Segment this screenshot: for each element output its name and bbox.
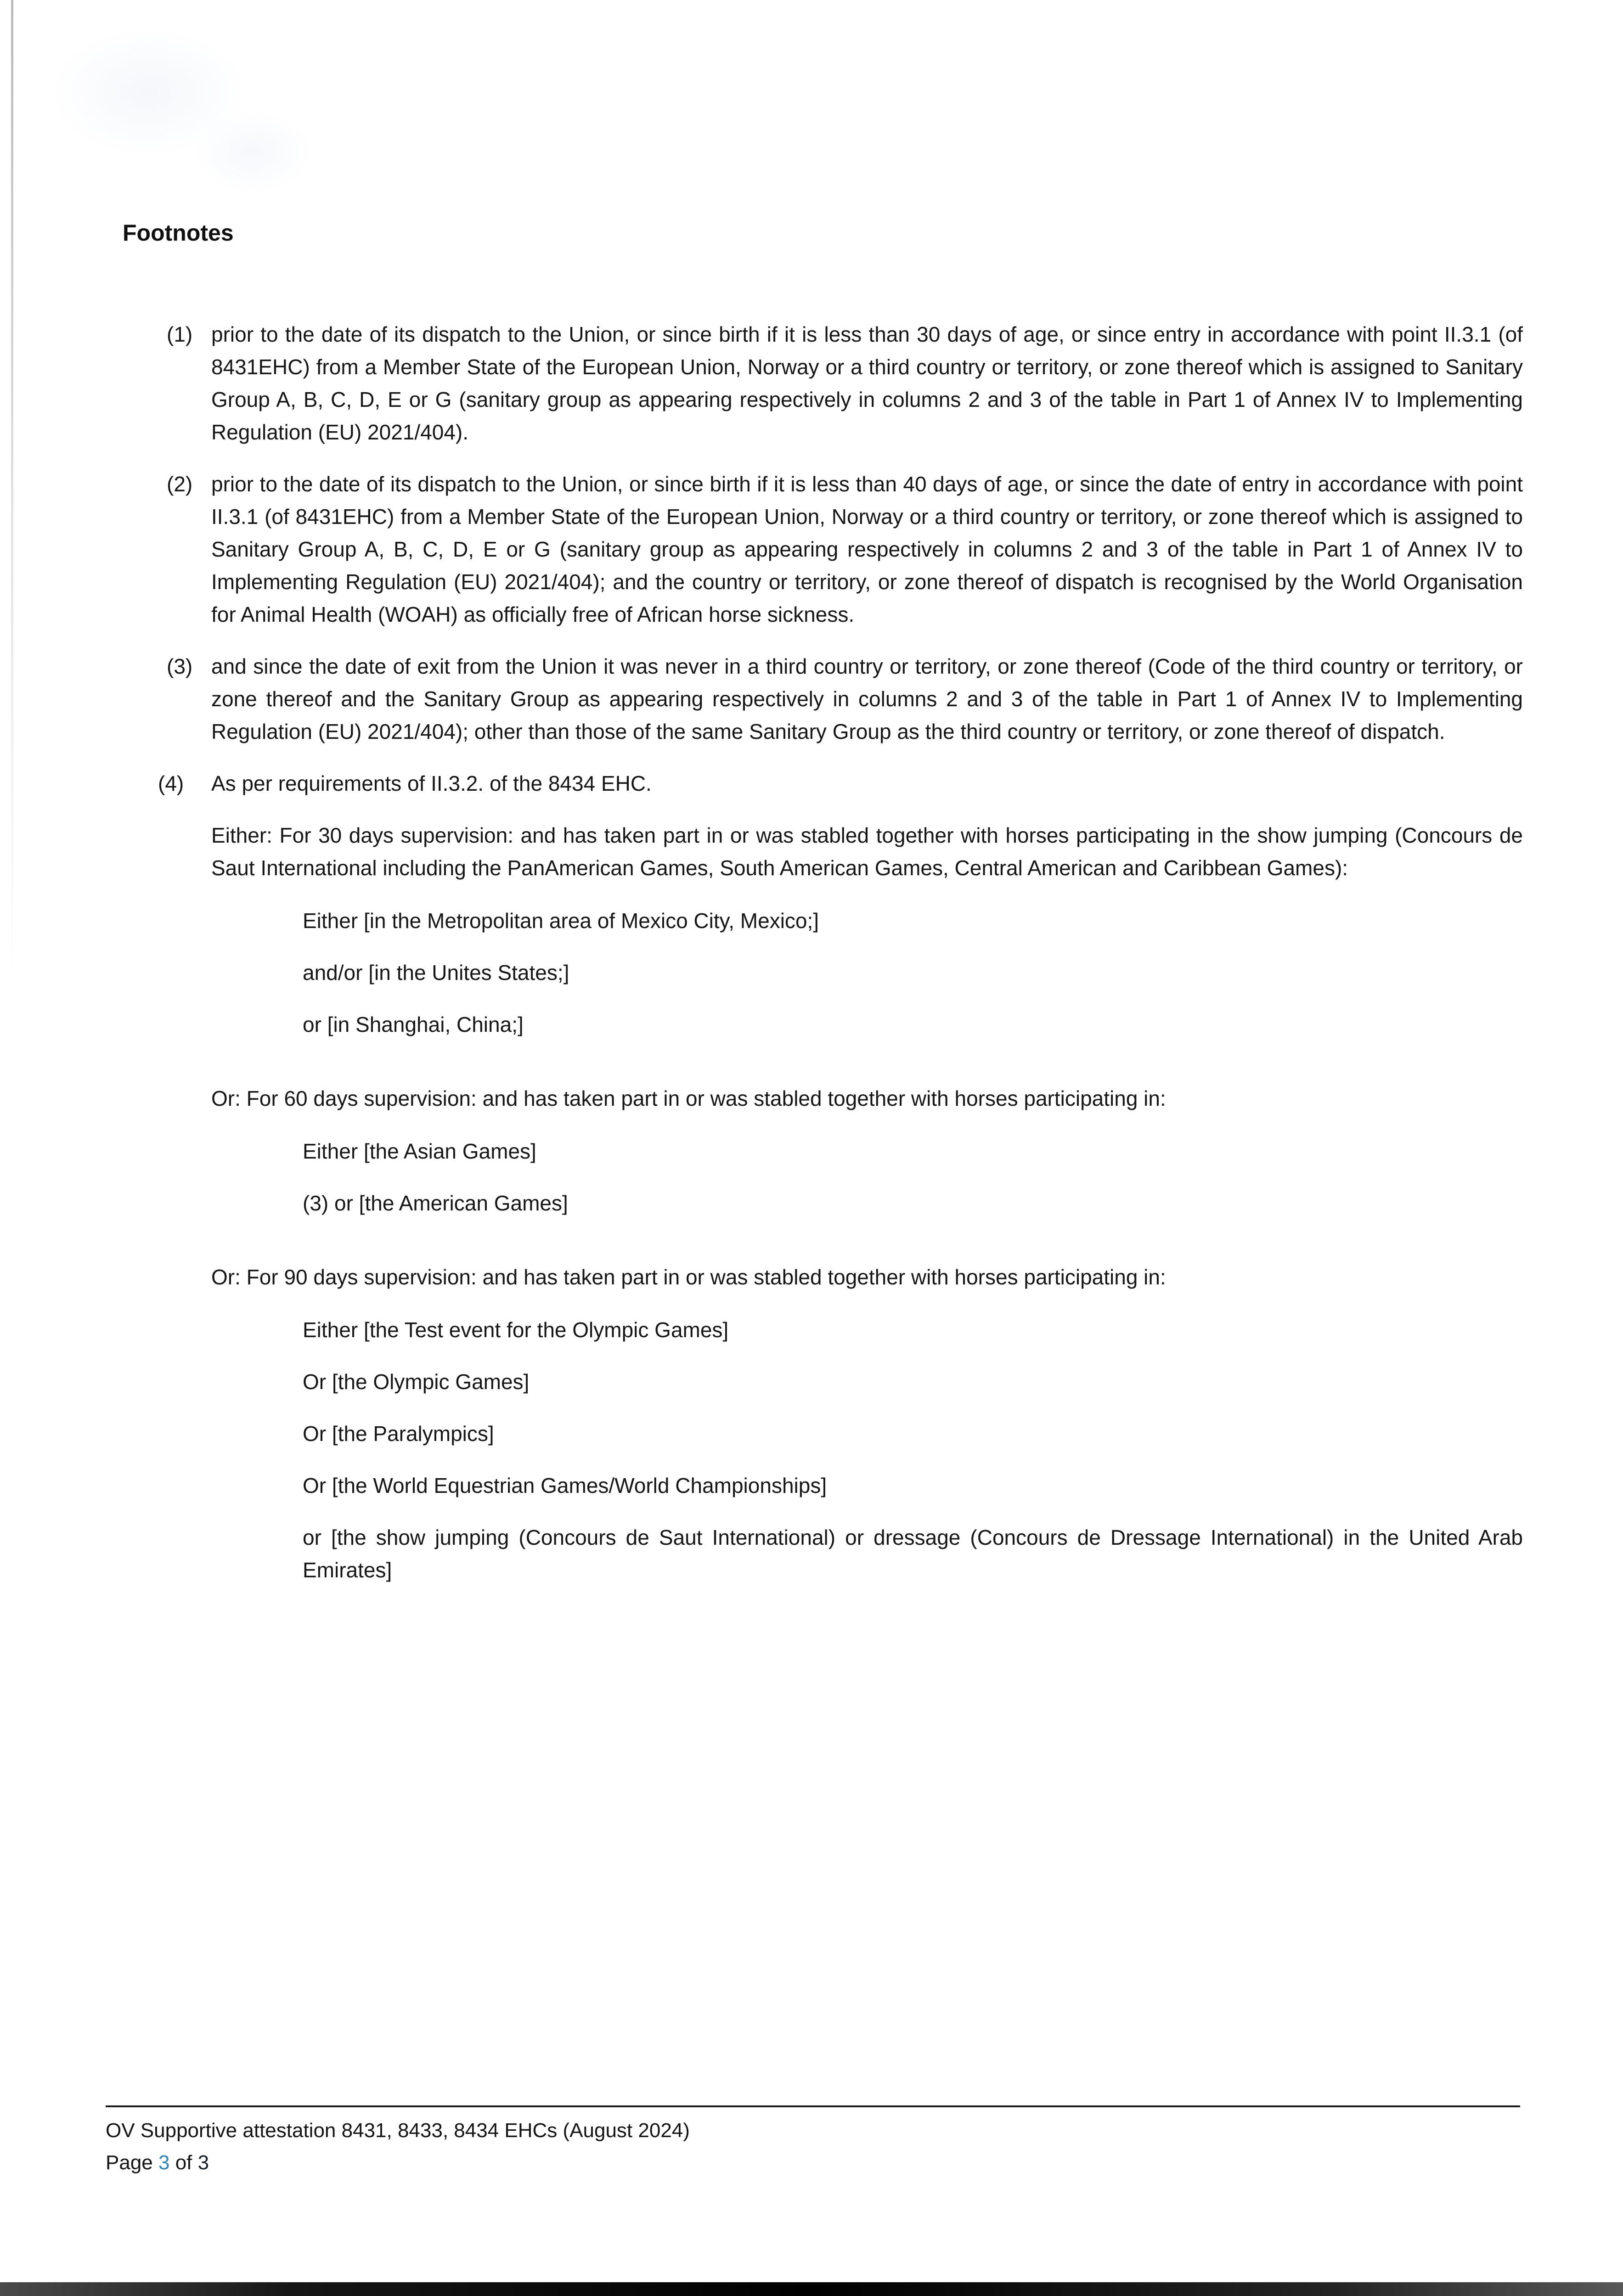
list-item: Either [the Test event for the Olympic Games] [303, 1318, 729, 1342]
list-item: Or [the Olympic Games] [303, 1370, 530, 1394]
list-item: Or [the World Equestrian Games/World Championships] [303, 1474, 827, 1497]
supervision-30-days-intro: Either: For 30 days supervision: and has taken part in or was stabled together with horses participating in the show jumping (Concours de Saut International including the PanAmerican Games, South American Games, Central American and Caribbean Games): [211, 823, 1523, 880]
of-word: of [169, 2151, 198, 2174]
scan-edge-left [11, 0, 13, 987]
supervision-60-days-section [123, 1082, 1523, 1220]
page-total: 3 [197, 2151, 209, 2174]
footnote-3-text: and since the date of exit from the Union it was never in a third country or territory, or zone thereof (Code of the third country or territory, or zone thereof and the Sanitary Group as appearing respectively in columns 2 and 3 of the table in Part 1 of Annex IV to Implementing Regulation (EU) 2021/404); other than those of the same Sanitary Group as the third country or territory, or zone thereof of dispatch. [211, 654, 1523, 743]
footnote-2 [123, 468, 1523, 631]
scan-edge-bottom [0, 2282, 1623, 2296]
list-item: or [the show jumping (Concours de Saut International) or dressage (Concours de Dressage International) in the United Arab Emirates] [303, 1525, 1523, 1582]
list-item: (3) or [the American Games] [303, 1191, 568, 1215]
page-content [123, 217, 1523, 1606]
scan-smudge [193, 110, 312, 193]
footnote-3-number: (3) [167, 654, 193, 678]
footnote-4-text: As per requirements of II.3.2. of the 8434 EHC. [211, 771, 652, 795]
footnote-2-text: prior to the date of its dispatch to the Union, or since birth if it is less than 40 days of age, or since the date of entry in accordance with point II.3.1 (of 8431EHC) from a Member State of the European Union, Norway or a third country or territory, or zone thereof which is assigned to Sanitary Group A, B, C, D, E or G (sanitary group as appearing respectively in columns 2 and 3 of the table in Part 1 of Annex IV to Implementing Regulation (EU) 2021/404); and the country or territory, or zone thereof of dispatch is recognised by the World Organisation for Animal Health (WOAH) as officially free of African horse sickness. [211, 472, 1523, 626]
list-item: Or [the Paralympics] [303, 1422, 494, 1446]
list-item: Either [in the Metropolitan area of Mexico City, Mexico;] [303, 909, 819, 933]
footnote-3 [123, 650, 1523, 748]
footnote-1-number: (1) [167, 322, 193, 346]
page-current: 3 [158, 2151, 170, 2174]
supervision-90-days-intro: Or: For 90 days supervision: and has taken part in or was stabled together with horses participating in: [211, 1265, 1166, 1289]
page-word: Page [106, 2151, 158, 2174]
document-reference: OV Supportive attestation 8431, 8433, 8434 EHCs (August 2024) [106, 2119, 690, 2142]
list-item: and/or [in the Unites States;] [303, 961, 569, 985]
list-item: Either [the Asian Games] [303, 1139, 536, 1163]
footnote-4 [123, 767, 1523, 800]
supervision-30-days-section [123, 819, 1523, 1041]
supervision-60-days-intro: Or: For 60 days supervision: and has taken part in or was stabled together with horses participating in: [211, 1086, 1166, 1110]
footnote-2-number: (2) [167, 472, 193, 496]
page-footer [106, 2105, 1520, 2179]
page-number [106, 2147, 1520, 2179]
list-item: or [in Shanghai, China;] [303, 1013, 524, 1036]
footnote-4-number: (4) [158, 771, 184, 795]
footnote-1 [123, 318, 1523, 449]
supervision-90-days-section [123, 1261, 1523, 1587]
footnote-1-text: prior to the date of its dispatch to the Union, or since birth if it is less than 30 days of age, or since entry in accordance with point II.3.1 (of 8431EHC) from a Member State of the European Union, Norway or a third country or territory, or zone thereof which is assigned to Sanitary Group A, B, C, D, E or G (sanitary group as appearing respectively in columns 2 and 3 of the table in Part 1 of Annex IV to Implementing Regulation (EU) 2021/404). [211, 322, 1523, 444]
page-title: Footnotes [123, 220, 234, 246]
